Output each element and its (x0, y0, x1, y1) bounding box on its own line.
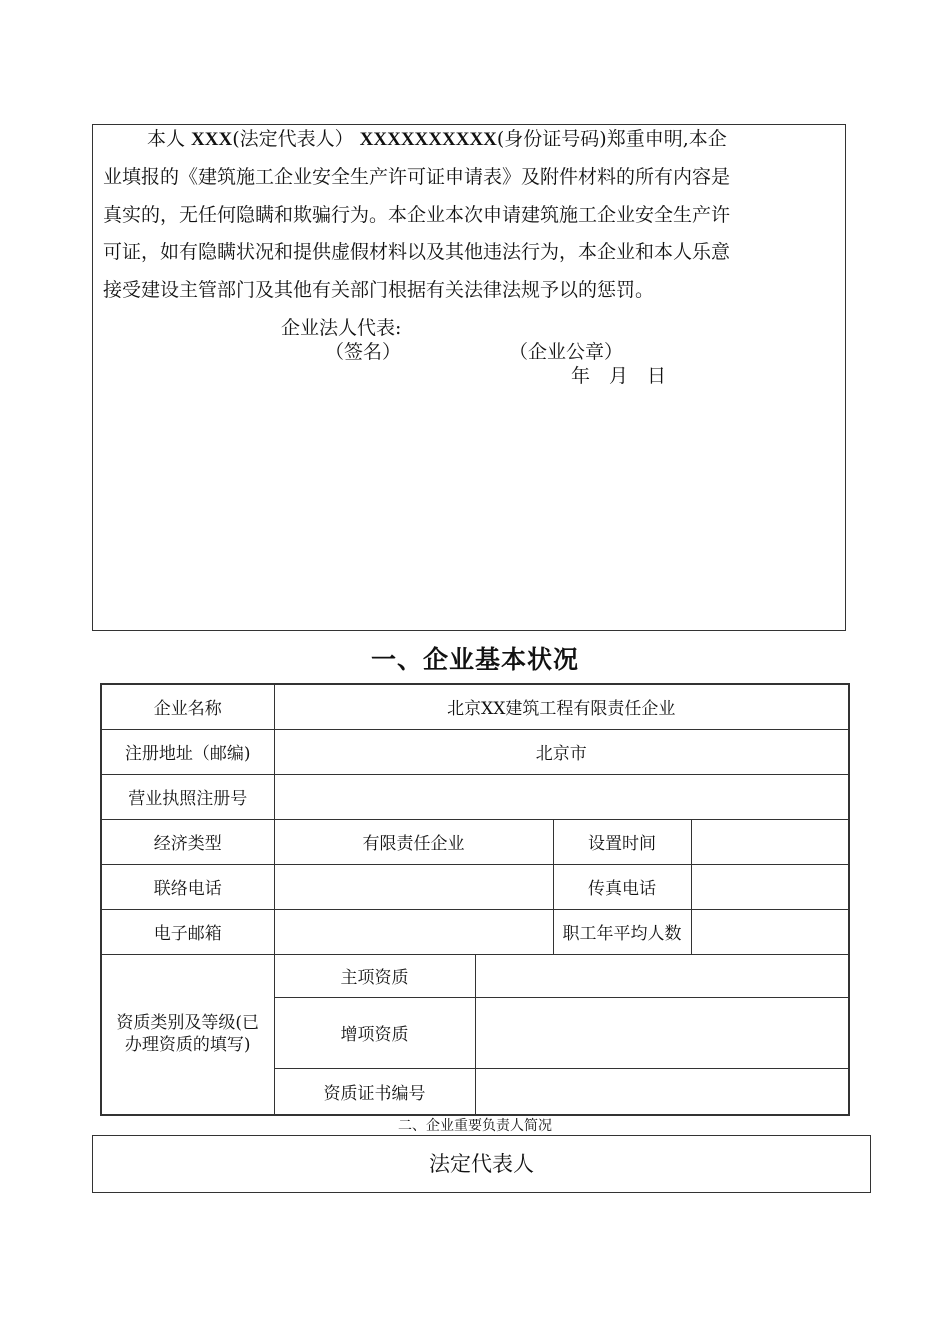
section-title: 一、企业基本状况 (370, 645, 579, 674)
declaration-line-4: 可证，如有隐瞒状况和提供虚假材料以及其他违法行为，本企业和本人乐意 (103, 241, 731, 263)
declaration-line-1 (147, 129, 727, 150)
setup-time-value (691, 819, 849, 864)
email-value (274, 909, 553, 954)
cert-no-value (475, 1068, 849, 1115)
license-label: 营业执照注册号 (101, 774, 274, 819)
date-label: 年 月 日 (571, 365, 667, 387)
staff-label: 职工年平均人数 (553, 909, 691, 954)
declaration-line-5: 接受建设主管部门及其他有关部门根据有关法律法规予以的惩罚。 (103, 279, 655, 301)
legal-rep-box (92, 1135, 871, 1193)
main-qual-value (475, 954, 849, 997)
fax-label: 传真电话 (553, 864, 691, 909)
legal-rep-name: XXX (191, 129, 233, 150)
setup-time-label: 设置时间 (553, 819, 691, 864)
declaration-line-2: 业填报的《建筑施工企业安全生产许可证申请表》及附件材料的所有内容是 (103, 166, 731, 188)
company-name-value: 北京XX建筑工程有限责任企业 (274, 684, 849, 729)
declaration-line-1-tail: (身份证号码)郑重申明,本企 (496, 128, 727, 150)
fax-value (691, 864, 849, 909)
company-info-table (100, 683, 850, 1116)
cert-no-label: 资质证书编号 (274, 1068, 475, 1115)
declaration-box (92, 124, 846, 631)
company-name-label: 企业名称 (101, 684, 274, 729)
staff-value (691, 909, 849, 954)
legal-rep-heading: 法定代表人 (429, 1152, 534, 1176)
rep-label: 企业法人代表: (281, 317, 402, 339)
main-qual-label: 主项资质 (274, 954, 475, 997)
phone-value (274, 864, 553, 909)
qualification-label: 资质类别及等级(已办理资质的填写) (101, 954, 274, 1115)
email-label: 电子邮箱 (101, 909, 274, 954)
id-number: XXXXXXXXXX (359, 129, 497, 150)
legal-rep-role: (法定代表人） (232, 128, 360, 150)
econ-type-label: 经济类型 (101, 819, 274, 864)
section-2-title: 二、企业重要负责人简况 (398, 1118, 552, 1134)
declaration-prefix: 本人 (147, 128, 192, 150)
license-value (274, 774, 849, 819)
add-qual-label: 增项资质 (274, 997, 475, 1068)
signature-label: （签名） (325, 341, 402, 363)
phone-label: 联络电话 (101, 864, 274, 909)
seal-label: （企业公章） (509, 341, 624, 363)
address-label: 注册地址（邮编) (101, 729, 274, 774)
add-qual-value (475, 997, 849, 1068)
econ-type-value: 有限责任企业 (274, 819, 553, 864)
address-value: 北京市 (274, 729, 849, 774)
declaration-line-3: 真实的，无任何隐瞒和欺骗行为。本企业本次申请建筑施工企业安全生产许 (103, 204, 731, 226)
